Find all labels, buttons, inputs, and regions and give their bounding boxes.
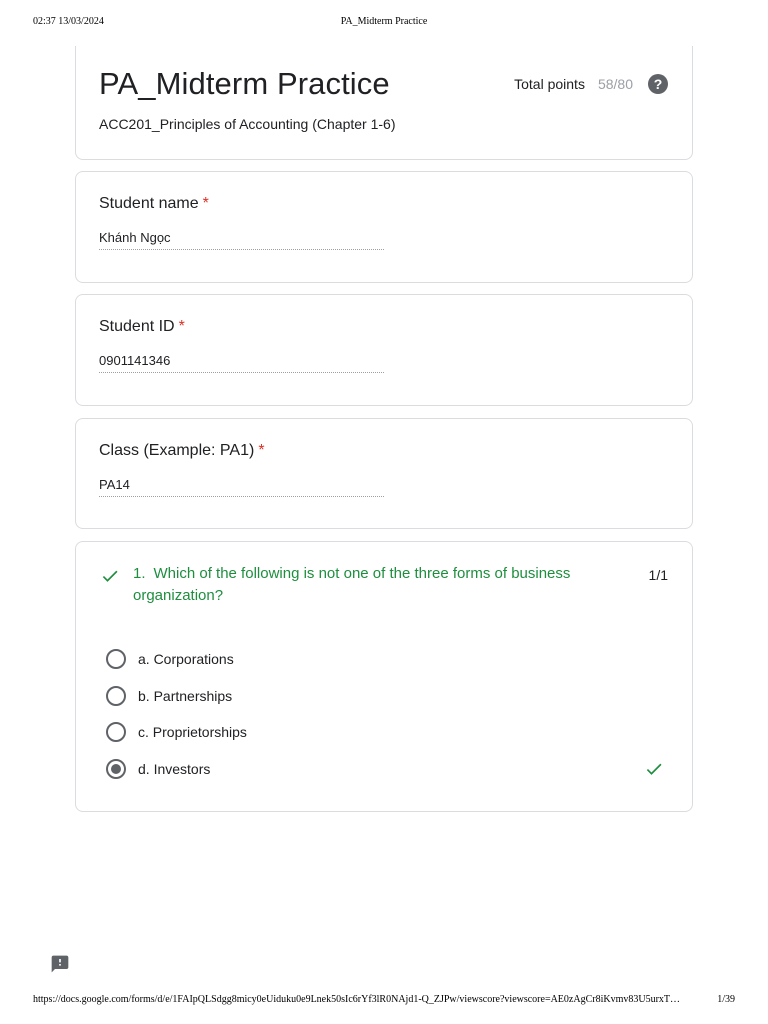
- option-a: [106, 641, 666, 678]
- student-id-label-text: Student ID: [99, 318, 175, 335]
- student-name-card: [75, 171, 693, 283]
- option-label: d. Investors: [138, 760, 211, 777]
- student-id-answer: 0901141346: [99, 353, 384, 373]
- print-title: PA_Midterm Practice: [340, 16, 428, 27]
- feedback-icon[interactable]: [49, 954, 71, 974]
- radio-selected: [106, 759, 126, 779]
- total-points-value: 58/80: [597, 76, 633, 92]
- option-b: [106, 678, 666, 715]
- question-number: 1.: [133, 565, 146, 582]
- option-c: [106, 714, 666, 751]
- required-asterisk: *: [258, 442, 265, 459]
- question-score: 1/1: [648, 567, 668, 583]
- question-text: Which of the following is not one of the three forms of business organization?: [133, 565, 571, 604]
- student-id-label: [99, 318, 185, 336]
- total-points: [514, 74, 668, 94]
- option-label: a. Corporations: [138, 651, 234, 668]
- student-id-card: [75, 294, 693, 406]
- form-description: ACC201_Principles of Accounting (Chapter 1-6): [99, 116, 396, 132]
- student-name-answer: Khánh Ngọc: [99, 230, 384, 250]
- required-asterisk: *: [178, 318, 185, 335]
- option-label: c. Proprietorships: [138, 724, 247, 741]
- radio-unselected: [106, 722, 126, 742]
- print-footer: [0, 994, 768, 1008]
- class-card: [75, 418, 693, 529]
- student-name-label: [99, 195, 209, 213]
- class-label: [99, 442, 265, 460]
- question-1-title: [133, 563, 613, 607]
- question-1-card: [75, 541, 693, 812]
- required-asterisk: *: [202, 195, 209, 212]
- correct-check-icon: [644, 759, 664, 779]
- check-icon: [100, 566, 120, 586]
- print-header: [0, 16, 768, 30]
- form-title: PA_Midterm Practice: [99, 66, 390, 101]
- print-timestamp: 02:37 13/03/2024: [33, 16, 104, 27]
- answer-options: [106, 641, 666, 787]
- student-name-label-text: Student name: [99, 195, 199, 212]
- option-label: b. Partnerships: [138, 687, 233, 704]
- class-label-text: Class (Example: PA1): [99, 442, 255, 459]
- class-answer: PA14: [99, 477, 384, 497]
- option-d: [106, 751, 666, 788]
- print-url: https://docs.google.com/forms/d/e/1FAIpQLSdgg8micy0eUiduku0e9Lnek50sIc6rYf3lR0NAjd1-Q_ZJPw/viewscore?viewscore=AE0zAgCr8iKvmv83U5urxT…: [33, 994, 681, 1005]
- help-icon[interactable]: ?: [648, 74, 668, 94]
- radio-unselected: [106, 649, 126, 669]
- print-page-number: 1/39: [717, 994, 735, 1005]
- radio-unselected: [106, 686, 126, 706]
- form-header-card: [75, 46, 693, 160]
- total-points-label: Total points: [514, 76, 585, 92]
